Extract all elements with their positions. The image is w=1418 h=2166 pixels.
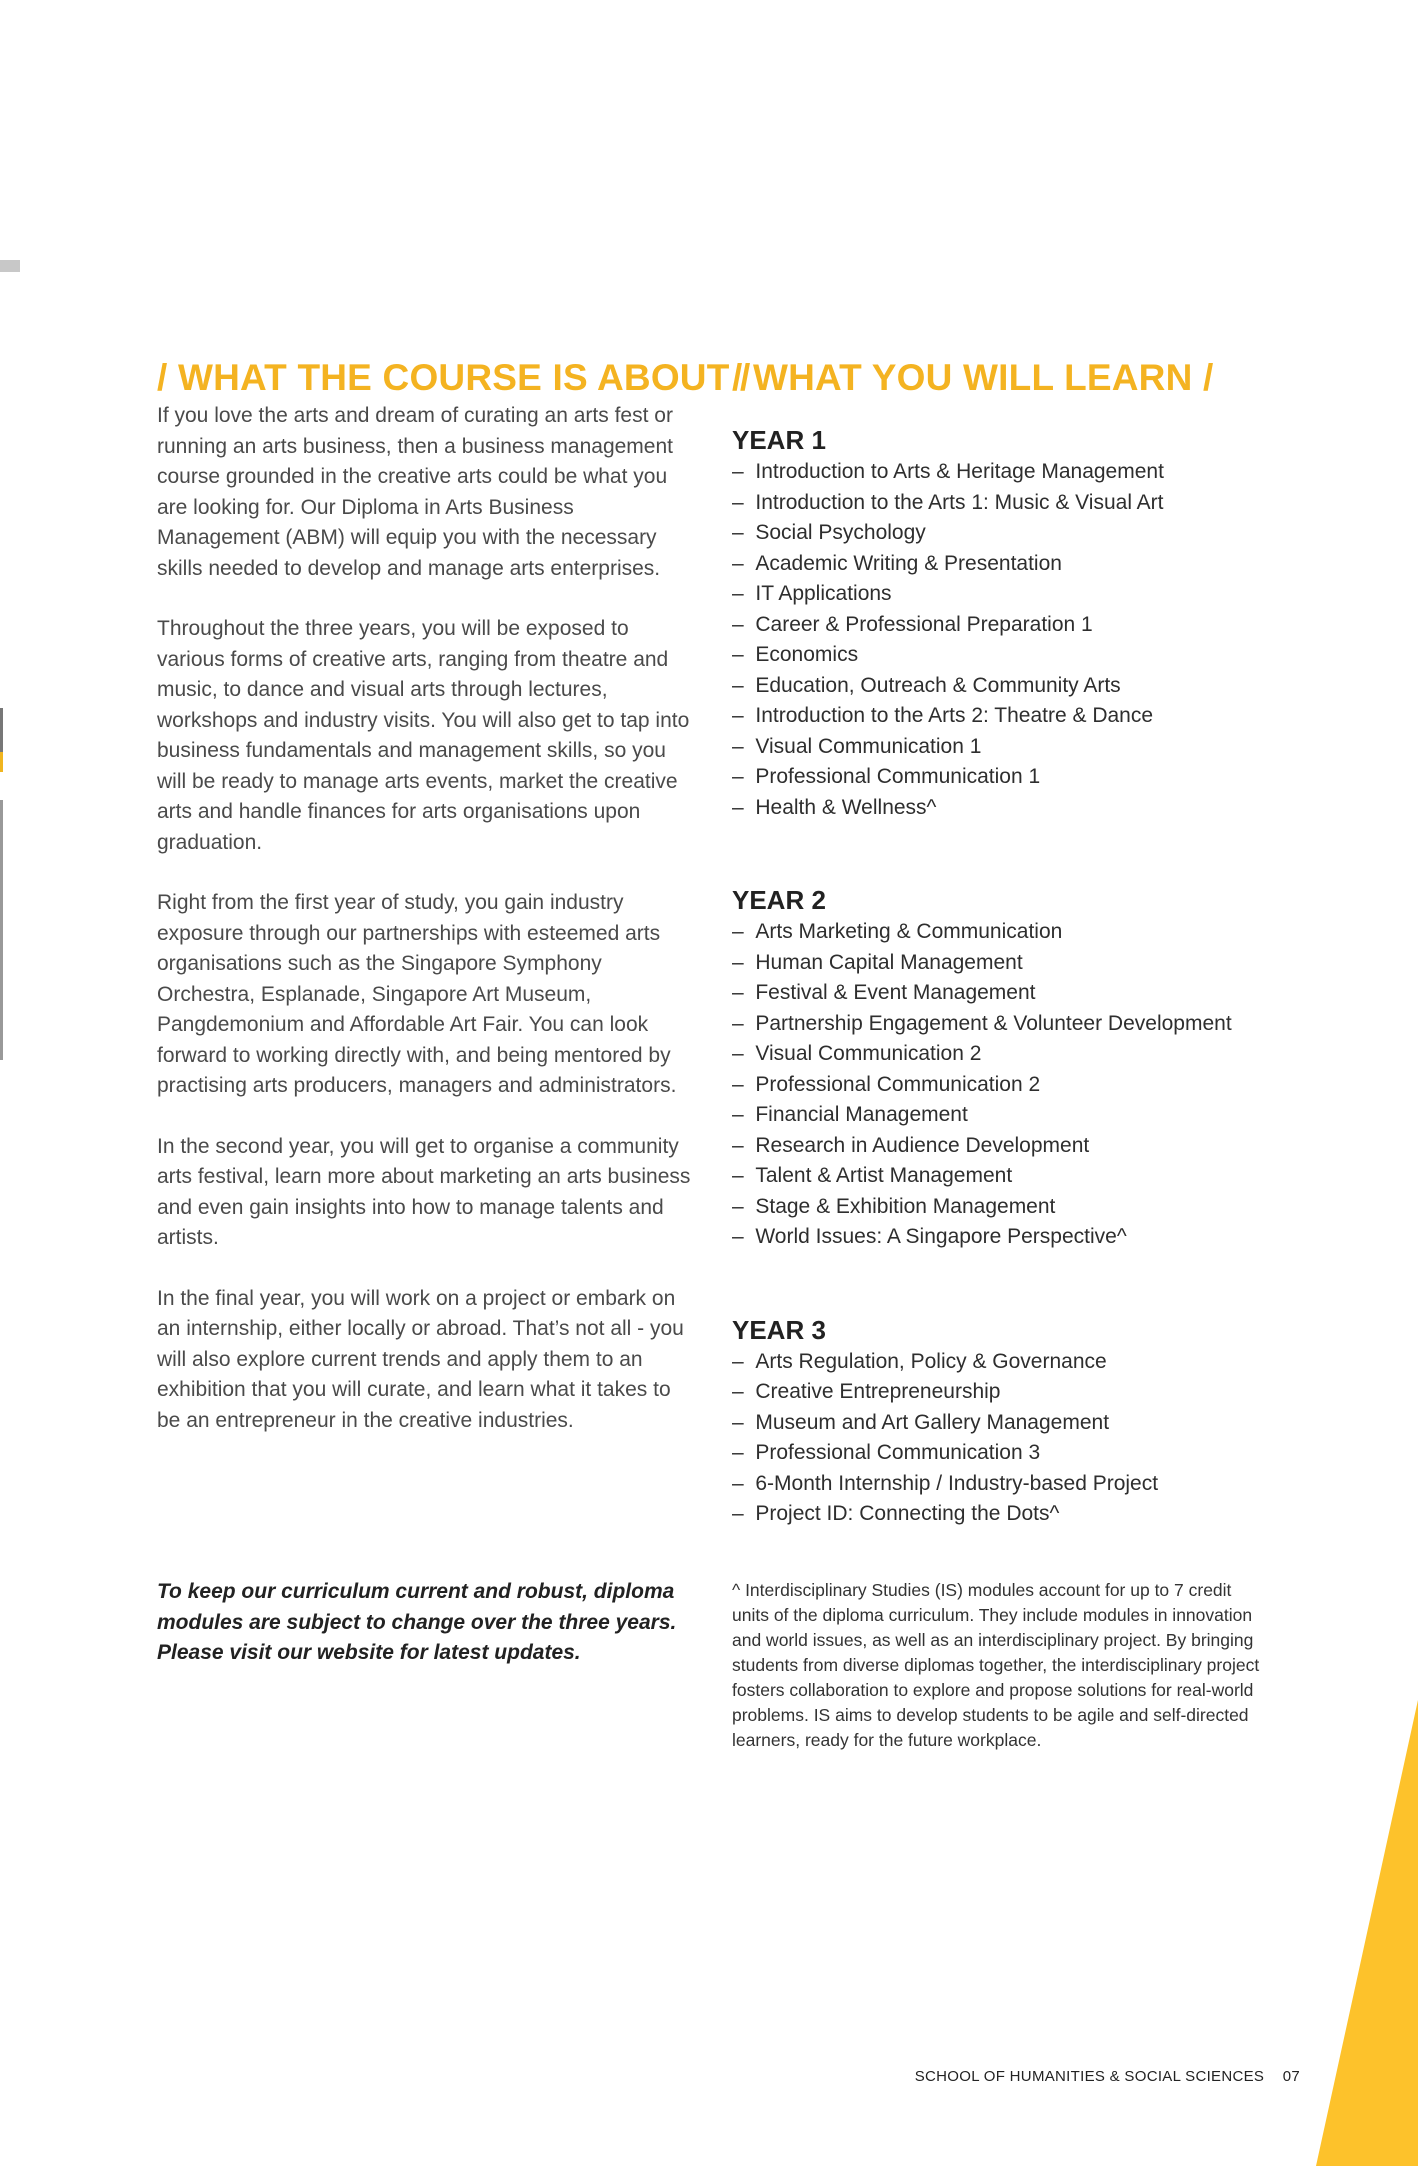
module-item: – Professional Communication 1 bbox=[732, 762, 1292, 793]
course-about-column bbox=[157, 355, 751, 1466]
module-item: – Social Psychology bbox=[732, 518, 1292, 549]
curriculum-note: To keep our curriculum current and robust, diploma modules are subject to change over the three years. Please visit our website for latest updates. bbox=[157, 1580, 677, 1664]
interdisciplinary-footnote: ^ Interdisciplinary Studies (IS) modules account for up to 7 credit units of the diploma curriculum. They include modules in innovation and world issues, as well as an interdisciplinary project. By bringing students from diverse diplomas together, the interdisciplinary project fosters collaboration to explore and propose solutions for real-world problems. IS aims to develop students to be agile and self-directed learners, ready for the future workplace. bbox=[732, 1580, 1260, 1750]
module-item: – Human Capital Management bbox=[732, 948, 1292, 979]
year-3-block bbox=[732, 1313, 1292, 1530]
module-item: – Research in Audience Development bbox=[732, 1131, 1292, 1162]
year-title: YEAR 2 bbox=[732, 885, 826, 915]
course-description bbox=[157, 401, 697, 1436]
module-item: – Introduction to the Arts 2: Theatre & Dance bbox=[732, 701, 1292, 732]
module-item: – Arts Regulation, Policy & Governance bbox=[732, 1347, 1292, 1378]
paragraph: In the final year, you will work on a project or embark on an internship, either locally or abroad. That’s not all - you will also explore current trends and apply them to an exhibition that you will curate, and learn what it takes to be an entrepreneur in the creative industries. bbox=[157, 1286, 684, 1432]
module-item: – Museum and Art Gallery Management bbox=[732, 1408, 1292, 1439]
module-list bbox=[732, 1347, 1292, 1530]
module-item: – Academic Writing & Presentation bbox=[732, 549, 1292, 580]
paragraph: Right from the first year of study, you gain industry exposure through our partnerships with esteemed arts organisations such as the Singapore Symphony Orchestra, Esplanade, Singapore Art Museum, Pangdemonium and Affordable Art Fair. You can look forward to working directly with, and being mentored by practising arts producers, managers and administrators. bbox=[157, 891, 677, 1097]
module-item: – World Issues: A Singapore Perspective^ bbox=[732, 1222, 1292, 1253]
module-item: – Stage & Exhibition Management bbox=[732, 1192, 1292, 1223]
module-list bbox=[732, 457, 1292, 823]
paragraph: Throughout the three years, you will be exposed to various forms of creative arts, ranging from theatre and music, to dance and visual arts through lectures, workshops and industry visits. You will also get to tap into business fundamentals and management skills, so you will be ready to manage arts events, market the creative arts and handle finances for arts organisations upon graduation. bbox=[157, 617, 690, 854]
module-item: – Career & Professional Preparation 1 bbox=[732, 610, 1292, 641]
page-edge-mark bbox=[0, 800, 3, 1060]
module-item: – Visual Communication 2 bbox=[732, 1039, 1292, 1070]
module-item: – Arts Marketing & Communication bbox=[732, 917, 1292, 948]
module-item: – Introduction to the Arts 1: Music & Visual Art bbox=[732, 488, 1292, 519]
module-item: – Introduction to Arts & Heritage Management bbox=[732, 457, 1292, 488]
module-item: – Health & Wellness^ bbox=[732, 793, 1292, 824]
page-footer bbox=[915, 2068, 1300, 2085]
module-list bbox=[732, 917, 1292, 1253]
module-item: – 6-Month Internship / Industry-based Project bbox=[732, 1469, 1292, 1500]
year-title: YEAR 3 bbox=[732, 1314, 826, 1345]
module-item: – Professional Communication 2 bbox=[732, 1070, 1292, 1101]
what-you-will-learn-column bbox=[732, 355, 1292, 1530]
school-name: SCHOOL OF HUMANITIES & SOCIAL SCIENCES bbox=[914, 2068, 1265, 2085]
module-item: – Creative Entrepreneurship bbox=[732, 1377, 1292, 1408]
year-title: YEAR 1 bbox=[732, 425, 826, 455]
page-number: 07 bbox=[1282, 2068, 1300, 2085]
module-item: – Economics bbox=[732, 640, 1292, 671]
paragraph: In the second year, you will get to organise a community arts festival, learn more about marketing an arts business and even gain insights into how to manage talents and artists. bbox=[157, 1134, 691, 1249]
page-edge-mark bbox=[0, 752, 3, 772]
course-about-heading: / WHAT THE COURSE IS ABOUT / bbox=[157, 357, 751, 398]
module-item: – IT Applications bbox=[732, 579, 1292, 610]
module-item: – Professional Communication 3 bbox=[732, 1438, 1292, 1469]
module-item: – Partnership Engagement & Volunteer Development bbox=[732, 1009, 1292, 1040]
page-edge-tab bbox=[0, 260, 20, 272]
learn-heading: / WHAT YOU WILL LEARN / bbox=[732, 357, 1214, 398]
module-item: – Visual Communication 1 bbox=[732, 732, 1292, 763]
year-1-block bbox=[732, 423, 1292, 823]
module-item: – Education, Outreach & Community Arts bbox=[732, 671, 1292, 702]
paragraph: If you love the arts and dream of curating an arts fest or running an arts business, then a business management course grounded in the creative arts could be what you are looking for. Our Diploma in Arts Business Management (ABM) will equip you with the necessary skills needed to develop and manage arts enterprises. bbox=[157, 404, 673, 580]
module-item: – Financial Management bbox=[732, 1100, 1292, 1131]
year-2-block bbox=[732, 883, 1292, 1253]
module-item: – Talent & Artist Management bbox=[732, 1161, 1292, 1192]
module-item: – Festival & Event Management bbox=[732, 978, 1292, 1009]
module-item: – Project ID: Connecting the Dots^ bbox=[732, 1499, 1292, 1530]
